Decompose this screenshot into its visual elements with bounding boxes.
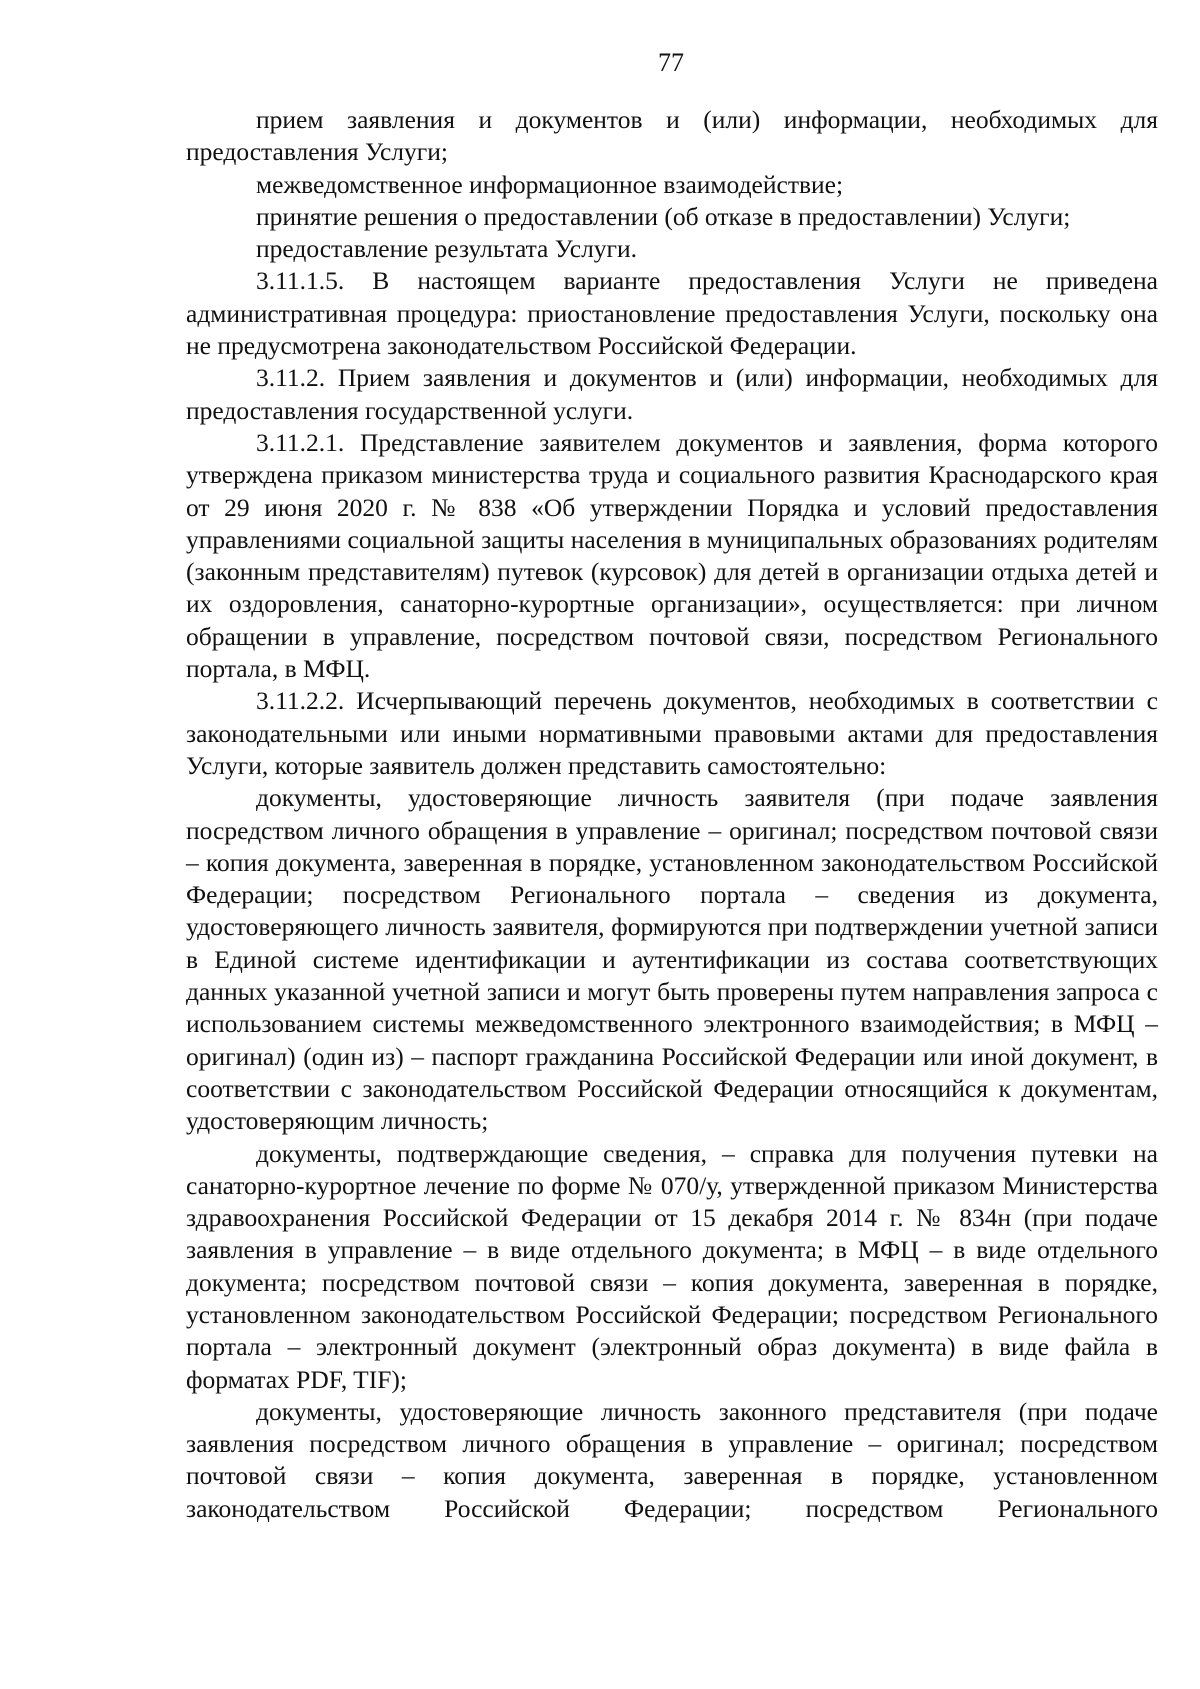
paragraph: 3.11.2. Прием заявления и документов и (или) информации, необходимых для предоставления государственной услуги. — [186, 363, 1158, 425]
paragraph: документы, удостоверяющие личность законного представителя (при подаче заявления посредством личного обращения в управление – оригинал; посредством почтовой связи – копия документа, заверенная в порядке, установленном законодательством Российской Федерации; посредством Регионального — [186, 1396, 1158, 1523]
paragraph: предоставление результата Услуги. — [256, 234, 638, 264]
paragraph: межведомственное информационное взаимодействие; — [256, 169, 844, 199]
paragraph: документы, подтверждающие сведения, – справка для получения путевки на санаторно-курортное лечение по форме № 070/у, утвержденной приказом Министерства здравоохранения Российской Федерации от 15 декабря 2014 г. № 834н (при подаче заявления в управление – в виде отдельного документа; в МФЦ – в виде отдельного документа; посредством почтовой связи – копия документа, заверенная в порядке, установленном законодательством Российской Федерации; посредством Регионального портала – электронный документ (электронный образ документа) в виде файла в форматах PDF, TIF); — [186, 1138, 1158, 1394]
paragraph: 3.11.2.1. Представление заявителем документов и заявления, форма которого утверждена приказом министерства труда и социального развития Краснодарского края от 29 июня 2020 г. № 838 «Об утверждении Порядка и условий предоставления управлениями социальной защиты населения в муниципальных образованиях родителям (законным представителям) путевок (курсовок) для детей в организации отдыха детей и их оздоровления, санаторно-курортные организации», осуществляется: при личном обращении в управление, посредством почтовой связи, посредством Регионального портала, в МФЦ. — [186, 427, 1158, 684]
paragraph: документы, удостоверяющие личность заявителя (при подаче заявления посредством личного обращения в управление – оригинал; посредством почтовой связи – копия документа, заверенная в порядке, установленном законодательством Российской Федерации; посредством Регионального портала – сведения из документа, удостоверяющего личность заявителя, формируются при подтверждении учетной записи в Единой системе идентификации и аутентификации из состава соответствующих данных указанной учетной записи и могут быть проверены путем направления запроса с использованием системы межведомственного электронного взаимодействия; в МФЦ – оригинал) (один из) – паспорт гражданина Российской Федерации или иной документ, в соответствии с законодательством Российской Федерации относящийся к документам, удостоверяющим личность; — [186, 783, 1158, 1136]
document-body — [186, 104, 1158, 1525]
paragraph: принятие решения о предоставлении (об отказе в предоставлении) Услуги; — [256, 201, 1071, 231]
paragraph: 3.11.2.2. Исчерпывающий перечень документов, необходимых в соответствии с законодательными или иными нормативными правовыми актами для предоставления Услуги, которые заявитель должен представить самостоятельно: — [186, 686, 1158, 780]
paragraph: прием заявления и документов и (или) информации, необходимых для предоставления Услуги; — [186, 105, 1158, 167]
paragraph: 3.11.1.5. В настоящем варианте предоставления Услуги не приведена административная процедура: приостановление предоставления Услуги, поскольку она не предусмотрена законодательством Российской Федерации. — [186, 266, 1158, 361]
page-number: 77 — [658, 48, 684, 77]
